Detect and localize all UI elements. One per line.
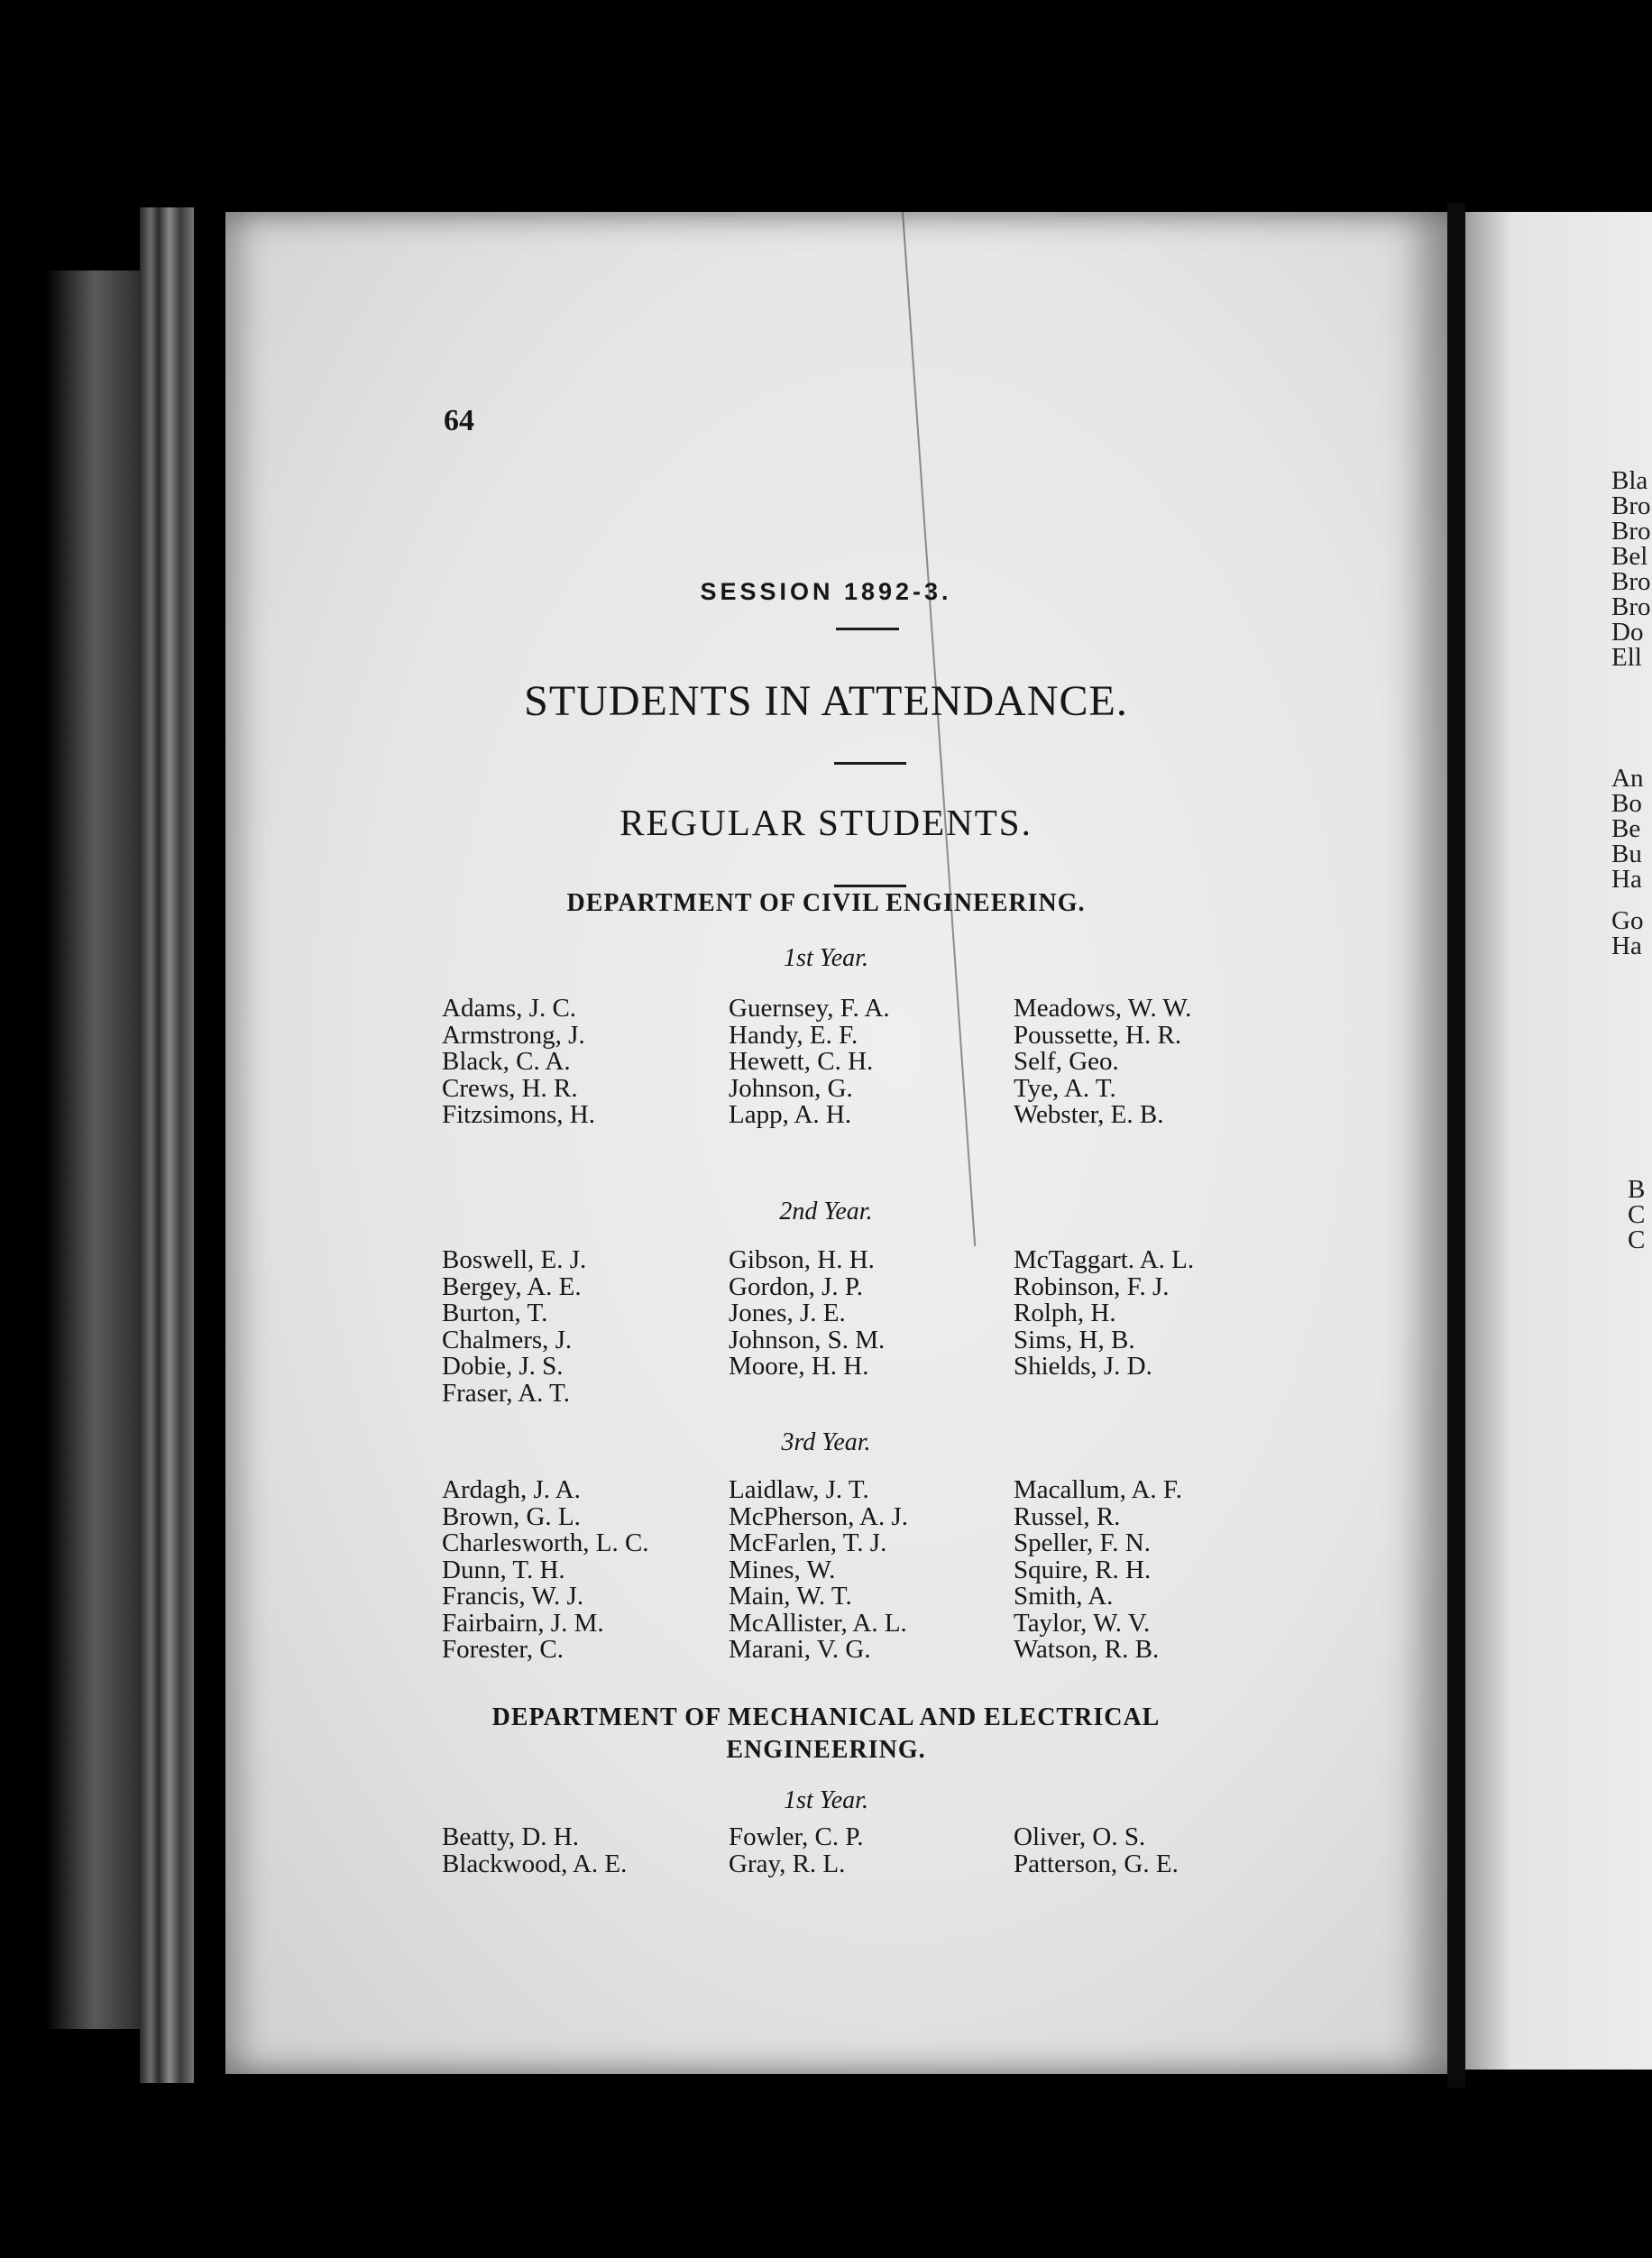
- student-name: Johnson, S. M.: [729, 1325, 886, 1354]
- student-name: Burton, T.: [442, 1299, 548, 1327]
- adjacent-fragment: Bro: [1611, 517, 1651, 546]
- student-name: Macallum, A. F.: [1014, 1475, 1182, 1504]
- student-name: Poussette, H. R.: [1014, 1020, 1182, 1050]
- adjacent-fragment: C: [1628, 1200, 1646, 1229]
- name-column: [1014, 996, 1311, 1129]
- student-name: Meadows, W. W.: [1014, 994, 1192, 1023]
- student-name: Fraser, A. T.: [442, 1378, 570, 1408]
- name-column: [1014, 1824, 1311, 1877]
- name-column: [442, 1477, 729, 1664]
- adjacent-fragment: Ell: [1611, 643, 1642, 672]
- book-edge: [45, 271, 144, 2029]
- student-name: McFarlen, T. J.: [729, 1528, 887, 1557]
- name-list-civil-3: [442, 1477, 1311, 1664]
- student-name: Webster, E. B.: [1014, 1100, 1164, 1129]
- student-name: Forester, C.: [442, 1635, 564, 1664]
- adjacent-fragment: Bu: [1611, 840, 1642, 868]
- student-name: Crews, H. R.: [442, 1073, 578, 1103]
- student-name: Francis, W. J.: [442, 1582, 584, 1611]
- student-name: Fitzsimons, H.: [442, 1100, 595, 1129]
- student-name: Dunn, T. H.: [442, 1555, 565, 1584]
- divider: [836, 628, 899, 630]
- student-name: Self, Geo.: [1014, 1047, 1119, 1076]
- student-name: Dobie, J. S.: [442, 1352, 564, 1381]
- department-heading-civil: DEPARTMENT OF CIVIL ENGINEERING.: [566, 889, 1086, 917]
- student-name: McTaggart. A. L.: [1014, 1245, 1195, 1274]
- student-name: Jones, J. E.: [729, 1299, 846, 1327]
- adjacent-fragment: Go: [1611, 906, 1644, 935]
- student-name: Robinson, F. J.: [1014, 1271, 1170, 1301]
- year-label-mech-1: 1st Year.: [784, 1786, 868, 1814]
- student-name: Tye, A. T.: [1014, 1073, 1116, 1103]
- student-name: Moore, H. H.: [729, 1352, 869, 1381]
- student-name: Squire, R. H.: [1014, 1555, 1152, 1584]
- adjacent-fragment: Bro: [1611, 567, 1651, 596]
- student-name: Lapp, A. H.: [729, 1100, 852, 1129]
- name-list-mech-1: [442, 1824, 1311, 1877]
- student-name: Handy, E. F.: [729, 1020, 858, 1050]
- student-name: Chalmers, J.: [442, 1325, 573, 1354]
- student-name: Gibson, H. H.: [729, 1245, 875, 1274]
- adjacent-fragment: Bro: [1611, 592, 1651, 621]
- name-column: [729, 996, 1014, 1129]
- adjacent-fragment: Ha: [1611, 865, 1642, 894]
- student-name: Shields, J. D.: [1014, 1352, 1152, 1381]
- session-heading: SESSION 1892-3.: [700, 578, 952, 605]
- name-column: [729, 1824, 1014, 1877]
- adjacent-fragment: Bo: [1611, 789, 1642, 818]
- student-name: Watson, R. B.: [1014, 1635, 1160, 1664]
- student-name: Boswell, E. J.: [442, 1245, 587, 1274]
- adjacent-fragment: Bla: [1611, 466, 1648, 495]
- page-title: STUDENTS IN ATTENDANCE.: [524, 677, 1128, 725]
- year-label-civil-1: 1st Year.: [784, 944, 868, 972]
- student-name: McPherson, A. J.: [729, 1501, 908, 1531]
- student-name: Beatty, D. H.: [442, 1822, 579, 1851]
- student-name: Blackwood, A. E.: [442, 1849, 628, 1878]
- student-name: Laidlaw, J. T.: [729, 1475, 869, 1504]
- student-name: Johnson, G.: [729, 1073, 853, 1103]
- student-name: Guernsey, F. A.: [729, 994, 890, 1023]
- adjacent-fragment: B: [1628, 1175, 1646, 1204]
- student-name: McAllister, A. L.: [729, 1608, 907, 1638]
- adjacent-fragment: Be: [1611, 814, 1641, 843]
- student-name: Taylor, W. V.: [1014, 1608, 1151, 1638]
- name-column: [442, 996, 729, 1129]
- name-column: [442, 1824, 729, 1877]
- year-label-civil-2: 2nd Year.: [779, 1198, 873, 1225]
- student-name: Brown, G. L.: [442, 1501, 581, 1531]
- student-name: Russel, R.: [1014, 1501, 1121, 1531]
- student-name: Main, W. T.: [729, 1582, 852, 1611]
- student-name: Fowler, C. P.: [729, 1822, 864, 1851]
- year-label-civil-3: 3rd Year.: [781, 1428, 871, 1456]
- section-title: REGULAR STUDENTS.: [620, 802, 1032, 843]
- department-heading-mechanical-cont: ENGINEERING.: [726, 1736, 926, 1764]
- name-list-civil-2: [442, 1247, 1311, 1407]
- adjacent-fragment: Bro: [1611, 491, 1651, 520]
- student-name: Bergey, A. E.: [442, 1271, 582, 1301]
- adjacent-fragment: C: [1628, 1225, 1646, 1254]
- student-name: Oliver, O. S.: [1014, 1822, 1146, 1851]
- student-name: Hewett, C. H.: [729, 1047, 874, 1076]
- divider: [834, 885, 906, 887]
- student-name: Adams, J. C.: [442, 994, 577, 1023]
- adjacent-fragment: Ha: [1611, 932, 1642, 960]
- student-name: Gray, R. L.: [729, 1849, 846, 1878]
- student-name: Speller, F. N.: [1014, 1528, 1151, 1557]
- name-column: [729, 1477, 1014, 1664]
- name-list-civil-1: [442, 996, 1311, 1129]
- student-name: Charlesworth, L. C.: [442, 1528, 649, 1557]
- adjacent-fragment: Bel: [1611, 542, 1648, 571]
- name-column: [442, 1247, 729, 1407]
- department-heading-mechanical: DEPARTMENT OF MECHANICAL AND ELECTRICAL: [491, 1703, 1161, 1731]
- student-name: Smith, A.: [1014, 1582, 1114, 1611]
- student-name: Ardagh, J. A.: [442, 1475, 581, 1504]
- student-name: Fairbairn, J. M.: [442, 1608, 604, 1638]
- name-column: [1014, 1247, 1311, 1407]
- page-number: 64: [444, 404, 474, 437]
- adjacent-fragment: An: [1611, 764, 1644, 793]
- student-name: Rolph, H.: [1014, 1299, 1116, 1327]
- student-name: Marani, V. G.: [729, 1635, 871, 1664]
- student-name: Sims, H, B.: [1014, 1325, 1135, 1354]
- adjacent-fragment: Do: [1611, 618, 1644, 647]
- name-column: [1014, 1477, 1311, 1664]
- divider: [834, 762, 906, 765]
- student-name: Mines, W.: [729, 1555, 836, 1584]
- student-name: Black, C. A.: [442, 1047, 571, 1076]
- name-column: [729, 1247, 1014, 1407]
- student-name: Gordon, J. P.: [729, 1271, 864, 1301]
- student-name: Patterson, G. E.: [1014, 1849, 1179, 1878]
- student-name: Armstrong, J.: [442, 1020, 585, 1050]
